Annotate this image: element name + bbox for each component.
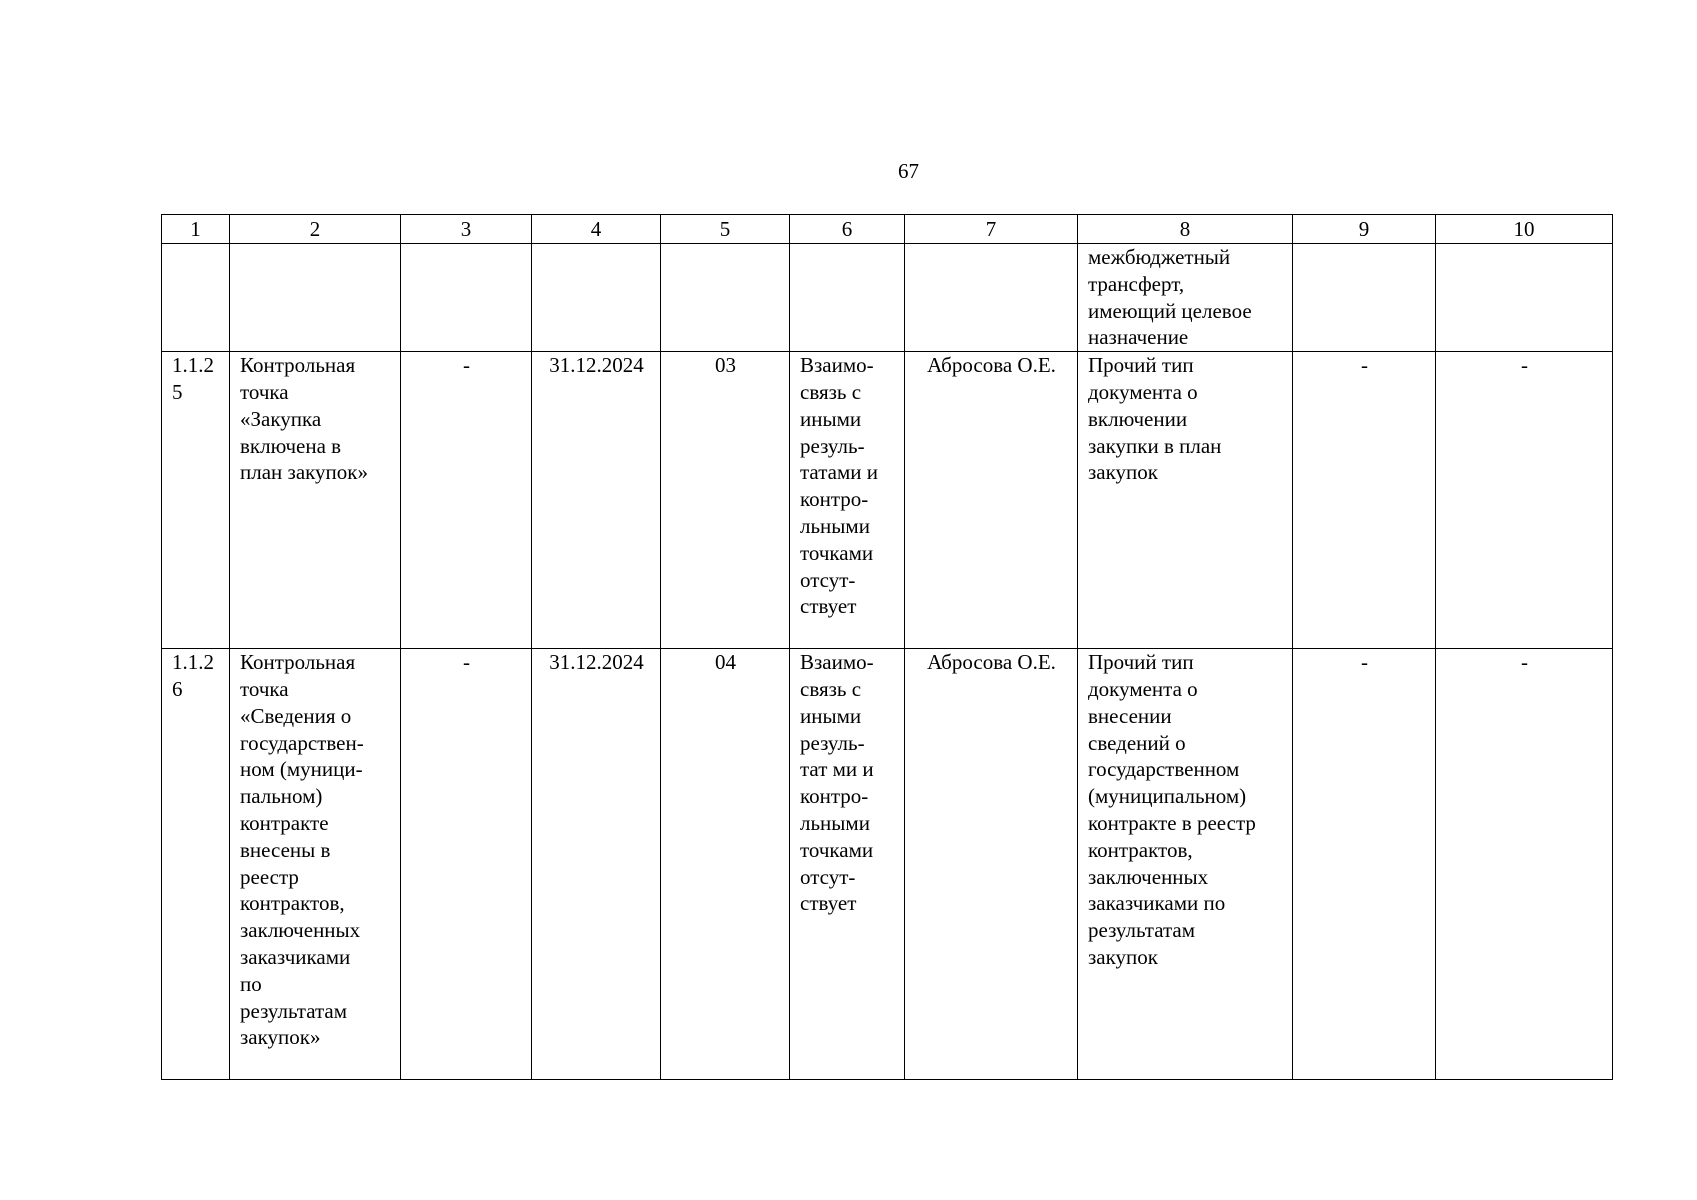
table-row-continuation: [162, 244, 1613, 352]
cell-empty: [532, 244, 661, 352]
cell-empty: [1293, 244, 1436, 352]
cell-relation: Взаимо- связь с иными резуль- тат ми и контро- льными точками отсут- ствует: [790, 649, 905, 1080]
cell-responsible: Абросова О.Е.: [905, 352, 1078, 649]
cell-col9: -: [1293, 352, 1436, 649]
cell-empty: [401, 244, 532, 352]
cell-col3: -: [401, 352, 532, 649]
cell-col10: -: [1436, 649, 1613, 1080]
header-cell: 5: [661, 215, 790, 244]
cell-col10: -: [1436, 352, 1613, 649]
cell-date: 31.12.2024: [532, 352, 661, 649]
cell-document-type: Прочий тип документа о внесении сведений о государственном (муниципальном) контракте в реестр контрактов, заключенных заказчиками по результатам закупок: [1078, 649, 1293, 1080]
header-cell: 3: [401, 215, 532, 244]
cell-code: 04: [661, 649, 790, 1080]
cell-empty: [661, 244, 790, 352]
cell-responsible: Абросова О.Е.: [905, 649, 1078, 1080]
cell-title: Контрольная точка «Сведения о государствен- ном (муници- пальном) контракте внесены в реестр контрактов, заключенных заказчиками по результатам закупок»: [230, 649, 401, 1080]
cell-col9: -: [1293, 649, 1436, 1080]
cell-col3: -: [401, 649, 532, 1080]
cell-empty: [790, 244, 905, 352]
header-cell: 4: [532, 215, 661, 244]
header-cell: 8: [1078, 215, 1293, 244]
cell-relation: Взаимо- связь с иными резуль- татами и контро- льными точками отсут- ствует: [790, 352, 905, 649]
table-header-row: [162, 215, 1613, 244]
page-number: 67: [898, 159, 919, 183]
cell-number: 1.1.25: [162, 352, 230, 649]
header-cell: 2: [230, 215, 401, 244]
header-cell: 6: [790, 215, 905, 244]
cell-empty: [162, 244, 230, 352]
cell-document-type: Прочий тип документа о включении закупки в план закупок: [1078, 352, 1293, 649]
cell-title: Контрольная точка «Закупка включена в план закупок»: [230, 352, 401, 649]
table-row: [162, 352, 1613, 649]
plan-table: [161, 214, 1613, 1080]
cell-document-type: межбюджетный трансферт, имеющий целевое назначение: [1078, 244, 1293, 352]
table-row: [162, 649, 1613, 1080]
cell-date: 31.12.2024: [532, 649, 661, 1080]
header-cell: 10: [1436, 215, 1613, 244]
cell-code: 03: [661, 352, 790, 649]
cell-empty: [1436, 244, 1613, 352]
cell-empty: [230, 244, 401, 352]
header-cell: 7: [905, 215, 1078, 244]
cell-number: 1.1.26: [162, 649, 230, 1080]
header-cell: 1: [162, 215, 230, 244]
cell-empty: [905, 244, 1078, 352]
header-cell: 9: [1293, 215, 1436, 244]
